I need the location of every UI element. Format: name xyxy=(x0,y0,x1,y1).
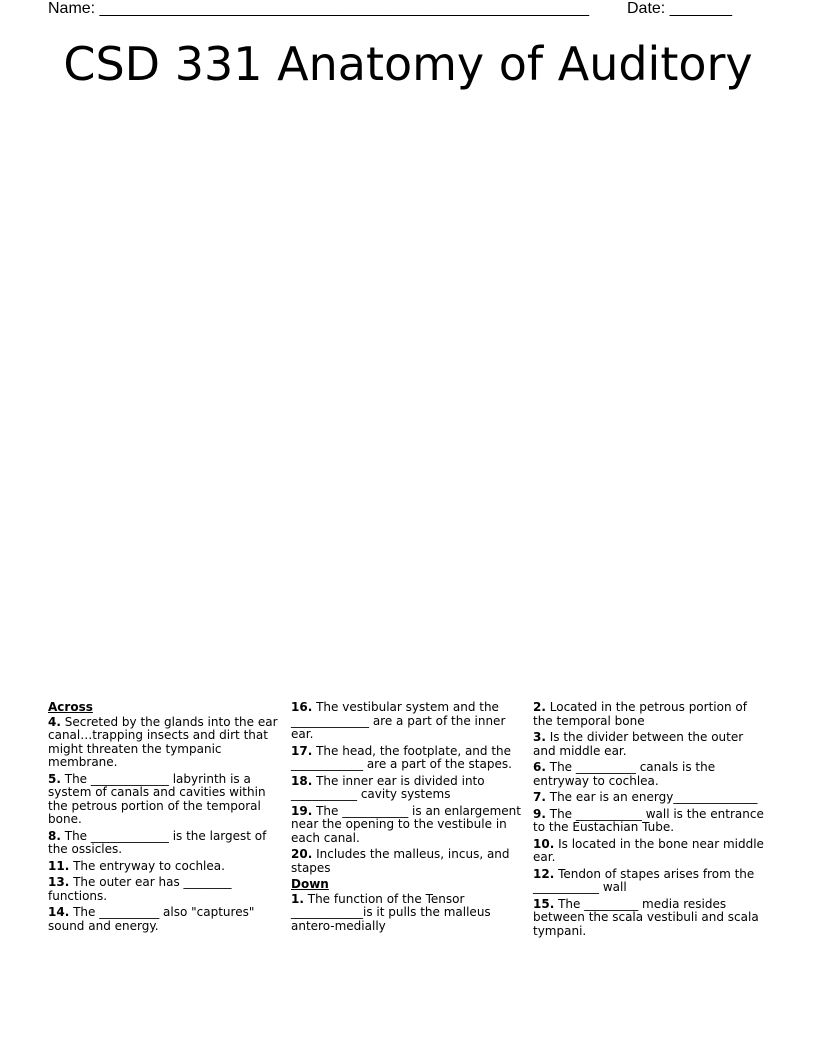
clue-text: Is the divider between the outer and middle ear. xyxy=(533,730,744,758)
clue-text: The inner ear is divided into ___________ cavity systems xyxy=(291,773,485,801)
clue-number: 12. xyxy=(533,866,555,881)
worksheet-header xyxy=(48,0,748,20)
across-clue xyxy=(48,773,280,827)
clue-number: 3. xyxy=(533,730,546,744)
down-heading: Down xyxy=(291,877,329,891)
clue-number: 8. xyxy=(48,828,61,843)
clue-text: Located in the petrous portion of the temporal bone xyxy=(533,700,747,728)
across-clue xyxy=(48,906,280,933)
clue-text: The head, the footplate, and the ____________ are a part of the stapes. xyxy=(291,743,512,771)
down-clue xyxy=(533,701,769,728)
down-clue xyxy=(533,838,769,865)
clue-text: The __________ canals is the entryway to cochlea. xyxy=(533,760,716,788)
across-clue xyxy=(291,805,523,846)
clue-text: The function of the Tensor ____________is it pulls the malleus antero-medially xyxy=(291,891,491,933)
clue-text: The __________ also "captures" sound and energy. xyxy=(48,905,255,933)
crossword-grid-area xyxy=(48,110,768,690)
clue-number: 10. xyxy=(533,836,555,851)
clue-text: Includes the malleus, incus, and stapes xyxy=(291,847,510,875)
clue-number: 14. xyxy=(48,905,70,919)
page-title: CSD 331 Anatomy of Auditory xyxy=(63,37,753,91)
across-clue xyxy=(48,860,280,874)
across-clue xyxy=(291,745,523,772)
clue-text: The ___________ is an enlargement near the opening to the vestibule in each canal. xyxy=(291,803,521,845)
across-clue xyxy=(48,716,280,770)
down-clue xyxy=(533,808,769,835)
across-clue xyxy=(48,830,280,857)
clue-number: 4. xyxy=(48,714,61,729)
clue-number: 7. xyxy=(533,790,546,804)
clue-text: The vestibular system and the _____________ are a part of the inner ear. xyxy=(291,700,506,741)
clue-number: 20. xyxy=(291,847,313,861)
across-clue xyxy=(291,701,523,742)
clue-number: 2. xyxy=(533,700,546,714)
clue-number: 16. xyxy=(291,700,313,714)
down-clue xyxy=(533,868,769,895)
clue-number: 15. xyxy=(533,896,555,911)
clue-column-2 xyxy=(291,701,523,936)
clue-text: The outer ear has ________ functions. xyxy=(48,875,232,903)
clue-text: The entryway to cochlea. xyxy=(73,858,225,873)
clue-column-3 xyxy=(533,701,769,941)
clue-text: The _________ media resides between the scala vestibuli and scala tympani. xyxy=(533,896,759,938)
down-clue xyxy=(533,731,769,758)
clue-number: 9. xyxy=(533,806,546,821)
clue-text: The _____________ is the largest of the ossicles. xyxy=(48,828,267,856)
clue-number: 1. xyxy=(291,891,304,906)
clue-number: 11. xyxy=(48,858,70,873)
clue-number: 18. xyxy=(291,773,313,788)
down-clue xyxy=(533,761,769,788)
across-clue xyxy=(291,848,523,875)
down-clue xyxy=(533,898,769,939)
clue-text: Is located in the bone near middle ear. xyxy=(533,836,764,864)
across-heading: Across xyxy=(48,700,93,714)
clue-number: 6. xyxy=(533,760,546,774)
clue-text: Tendon of stapes arises from the ___________ wall xyxy=(533,866,755,894)
name-field-label: Name: _______________________________________________________ xyxy=(48,0,589,17)
clue-number: 13. xyxy=(48,875,70,889)
down-clue xyxy=(291,893,523,934)
clue-number: 17. xyxy=(291,743,313,758)
clue-text: The ear is an energy______________ xyxy=(549,790,758,804)
clue-text: Secreted by the glands into the ear canal…trapping insects and dirt that might threaten the tympanic membrane. xyxy=(48,714,278,769)
clue-text: The _____________ labyrinth is a system of canals and cavities within the petrous portion of the temporal bone. xyxy=(48,771,266,826)
across-clue xyxy=(291,775,523,802)
down-clue xyxy=(533,791,769,805)
clue-number: 19. xyxy=(291,803,313,818)
clue-text: The ___________ wall is the entrance to the Eustachian Tube. xyxy=(533,806,764,834)
clue-column-1 xyxy=(48,701,280,936)
across-clue xyxy=(48,876,280,903)
clue-number: 5. xyxy=(48,771,61,786)
date-field-label: Date: _______ xyxy=(627,0,732,17)
